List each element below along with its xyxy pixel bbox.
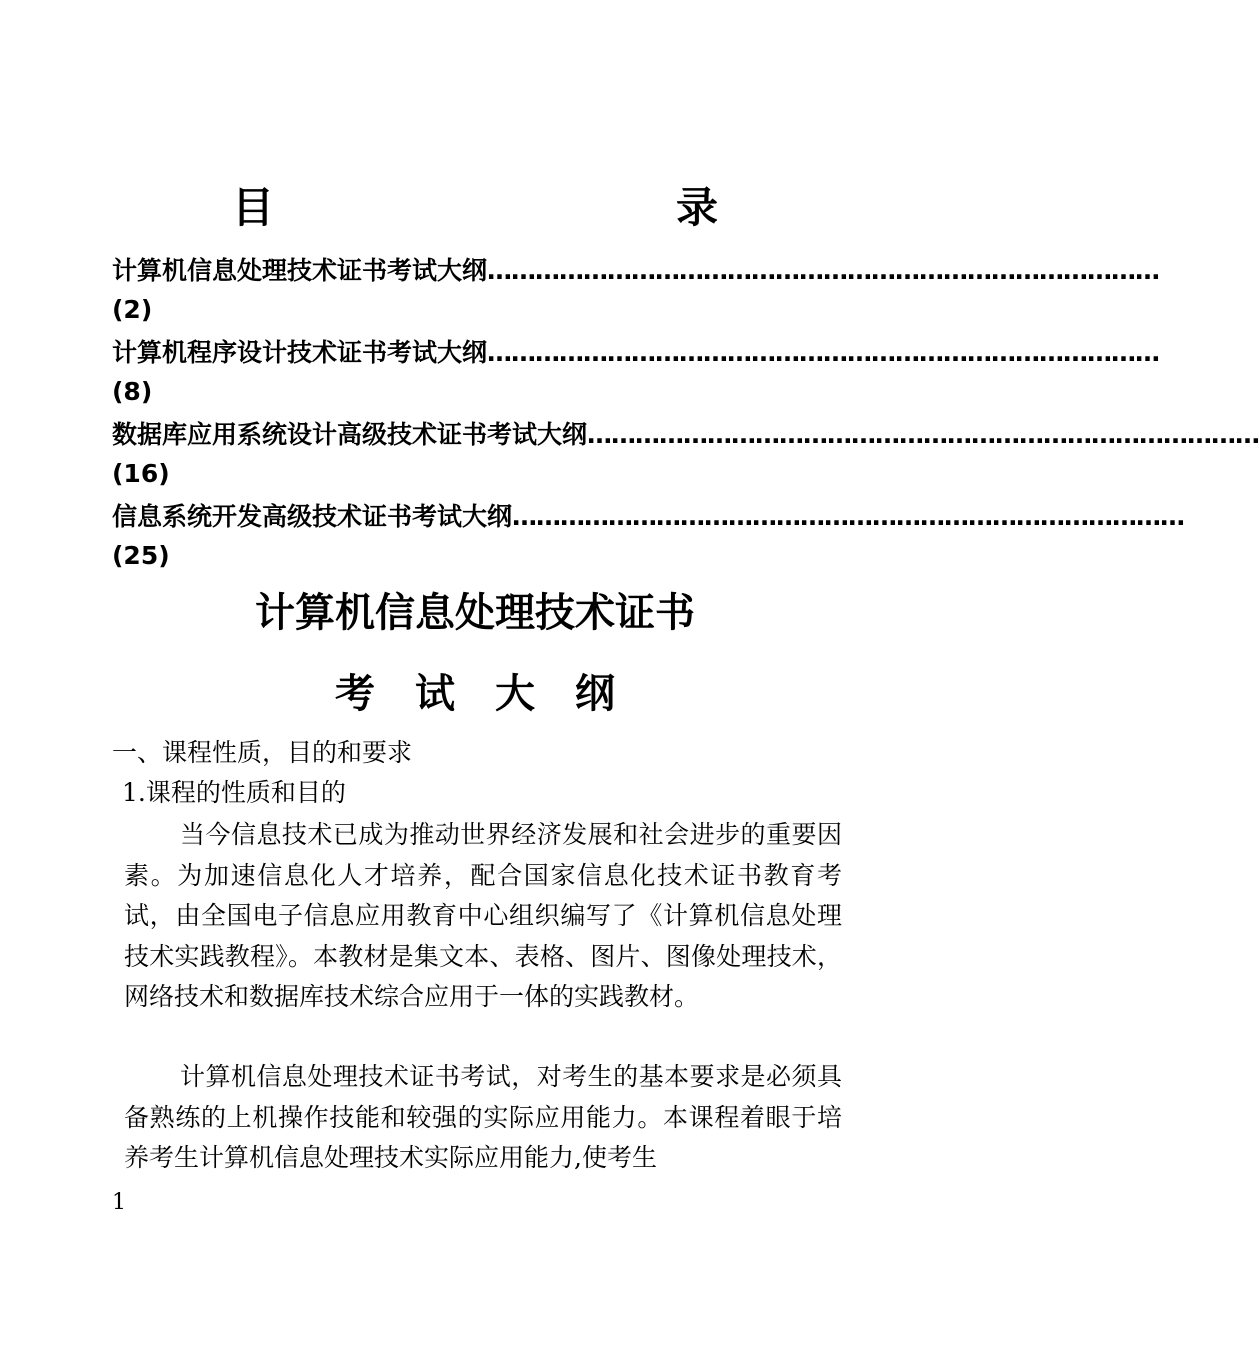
toc-entry[interactable]	[112, 250, 1160, 332]
toc-entry-title: 数据库应用系统设计高级技术证书考试大纲	[112, 420, 588, 449]
toc-entry-leader: …………………………………………………………………………	[487, 338, 1160, 367]
toc-entry[interactable]	[112, 496, 1185, 578]
toc-entry-title: 信息系统开发高级技术证书考试大纲	[112, 502, 513, 531]
toc-entry-leader: …………………………………………………………………………	[512, 502, 1185, 531]
document-subtitle: 考试大纲	[335, 671, 655, 717]
toc-heading: 目 录	[231, 183, 898, 232]
toc-entry[interactable]	[112, 332, 1160, 414]
toc-entry-page: (25)	[112, 541, 170, 570]
subsection-heading: 1.课程的性质和目的	[122, 778, 346, 807]
toc-entry-title: 计算机信息处理技术证书考试大纲	[112, 256, 488, 285]
toc-entry-leader: …………………………………………………………………………	[487, 256, 1160, 285]
toc-entry-page: (2)	[112, 295, 153, 324]
toc-entry-page: (8)	[112, 377, 153, 406]
toc-entry-title: 计算机程序设计技术证书考试大纲	[112, 338, 488, 367]
body-paragraph: 当今信息技术已成为推动世界经济发展和社会进步的重要因素。为加速信息化人才培养，配合国家信息化技术证书教育考试，由全国电子信息应用教育中心组织编写了《计算机信息处理技术实践教程》。本教材是集文本、表格、图片、图像处理技术，网络技术和数据库技术综合应用于一体的实践教材。	[124, 820, 842, 1011]
table-of-contents	[112, 250, 1259, 578]
toc-entry-leader: …………………………………………………………………………	[587, 420, 1259, 449]
document-title: 计算机信息处理技术证书	[255, 590, 695, 636]
section-heading: 一、课程性质，目的和要求	[112, 738, 413, 767]
toc-entry-page: (16)	[112, 459, 170, 488]
body-paragraph: 计算机信息处理技术证书考试，对考生的基本要求是必须具备熟练的上机操作技能和较强的实际应用能力。本课程着眼于培养考生计算机信息处理技术实际应用能力,使考生	[124, 1062, 842, 1172]
page-number: 1	[112, 1190, 126, 1215]
toc-entry[interactable]	[112, 414, 1259, 496]
